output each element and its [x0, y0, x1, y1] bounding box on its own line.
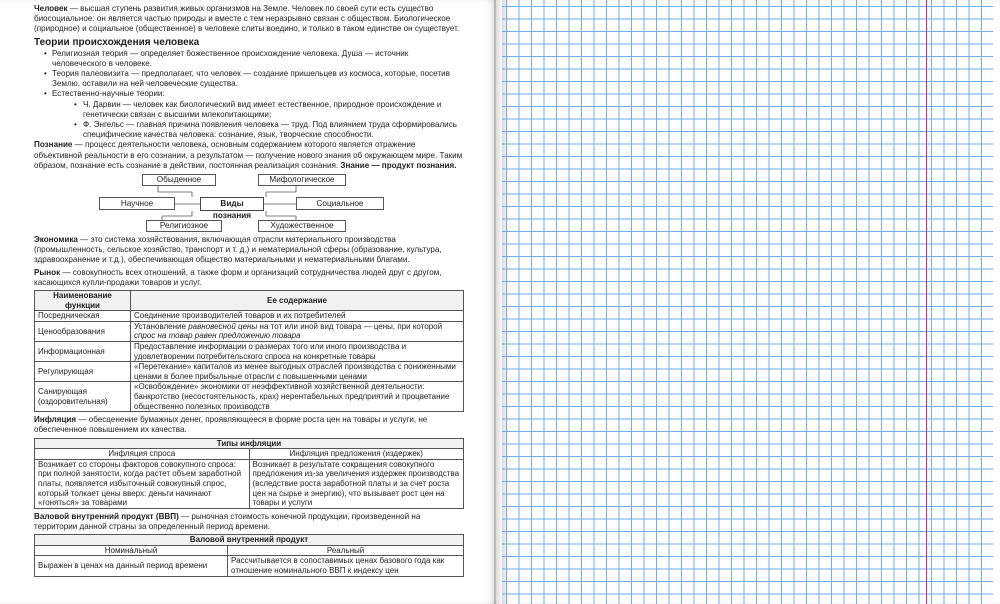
content-em2: спрос на товар равен предложению товара — [134, 331, 301, 341]
theory-darwin: • Ч. Дарвин — человек как биологический вид имеет естественное, природное происхождение и генетически связан с высшими млекопитающими; — [74, 100, 464, 120]
content-post: на тот или иной вид товара — цены, при которой — [257, 321, 443, 331]
vvp-text: — рыночная стоимость конечной продукции, произведенной на территории данной страны за определенный период времени. — [34, 511, 421, 531]
theories-heading: Теории происхождения человека — [34, 36, 200, 48]
diagram-box-socialnoe: Социальное — [296, 197, 384, 210]
function-name: Информационная — [35, 342, 131, 362]
grid-page — [502, 0, 1000, 604]
page-gutter — [494, 0, 502, 604]
inflation-col-demand: Инфляция спроса — [35, 449, 250, 460]
function-content: Соединение производителей товаров и их потребителей — [131, 311, 464, 322]
function-content: «Перетекание» капиталов из менее выгодных отраслей производства с пониженными ценами в более прибыльные отрасли с повышенными ценами — [131, 362, 464, 382]
content-pre: Установление — [134, 321, 189, 331]
function-content: Предоставление информации о размерах того или иного производства и удовлетворении потребительского спроса на конкретные товары — [131, 342, 464, 362]
rynok-term: Рынок — [34, 267, 61, 277]
chelovek-term: Человек — [34, 4, 68, 13]
cognition-types-diagram — [34, 174, 464, 232]
ekonomika-text: — это система хозяйствования, включающая отрасли материального производства (промышленность, сельское хозяйство, транспорт и т. д.) и нематериальной сферы (образование, культура, здравоохранение и т.д.), обеспечивающая общество материальными и нематериальными благами. — [34, 235, 442, 265]
gdp-col-real: Реальный — [228, 545, 464, 556]
reference-page — [0, 0, 496, 604]
function-name: Регулирующая — [35, 362, 131, 382]
header-function-name: Наименование функции — [35, 291, 131, 311]
theory-religious: • Религиозная теория — определяет божественное происхождение человека. Душа — источник человеческого в человеке. — [44, 49, 464, 69]
theory-engels: • Ф. Энгельс — главная причина появления человека — труд. Под влиянием труда сформировались специфические качества человека: сознание, язык, творческие способности. — [74, 120, 464, 140]
graph-paper-grid — [502, 0, 993, 604]
theories-list — [34, 49, 464, 141]
diagram-box-religioznoe: Религиозное — [146, 220, 222, 232]
gdp-nominal-text: Выражен в ценах на данный период времени — [35, 556, 228, 576]
table-row — [35, 311, 464, 322]
poznanie-text: — процесс деятельности человека, основным содержанием которого является отражение объективной реальности в его сознании, а результатом — получение нового знания об окружающем мире. Таким образом, познание есть сознание в действии, постоянная реализация сознания. — [34, 140, 463, 170]
header-content: Ее содержание — [131, 291, 464, 311]
scientific-sublist — [52, 100, 464, 141]
poznanie-bold-end: Знание — продукт познания. — [340, 160, 457, 170]
market-functions-table — [34, 290, 464, 412]
table-row — [35, 382, 464, 412]
reference-content — [34, 4, 464, 580]
chelovek-text: — высшая ступень развития живых организмов на Земле. Человек по своей сути есть существо биосоциальное: он является частью природы и вместе с тем неразрывно связан с обществом. Биологическое (природное) и социальное (общественное) в человеке слиты воедино, и только в таком единстве он существует. — [34, 4, 460, 34]
function-name: Санирующая (оздоровительная) — [35, 382, 131, 412]
content-em: равновесной цены — [188, 321, 258, 331]
inflation-title-row — [35, 438, 464, 449]
table-row — [35, 342, 464, 362]
table-row — [35, 362, 464, 382]
inflyaciya-text: — обесценение бумажных денег, проявляющееся в форме роста цен на товары и услуги, не обеспеченное повышением их качества. — [34, 415, 428, 435]
inflation-subheader-row — [35, 449, 464, 460]
function-name: Посредническая — [35, 311, 131, 322]
vvp-paragraph — [34, 512, 464, 532]
gdp-table-title: Валовой внутренний продукт — [35, 535, 464, 546]
market-table-header — [35, 291, 464, 311]
poznanie-term: Познание — [34, 140, 73, 150]
ekonomika-term: Экономика — [34, 235, 78, 245]
diagram-box-hudozhestvennoe: Художественное — [258, 220, 346, 232]
poznanie-paragraph — [34, 140, 464, 171]
gdp-real-text: Рассчитывается в сопоставимых ценах базового года как отношение номинального ВВП к индексу цен — [228, 556, 464, 576]
margin-line — [926, 0, 927, 604]
table-row — [35, 459, 464, 508]
inflation-types-table — [34, 438, 464, 509]
diagram-box-mifologicheskoe: Мифологическое — [258, 174, 346, 186]
chelovek-paragraph — [34, 4, 464, 35]
theory-scientific-label: Естественно-научные теории: — [52, 89, 165, 99]
rynok-paragraph — [34, 268, 464, 288]
function-content — [131, 321, 464, 341]
inflyaciya-paragraph — [34, 415, 464, 435]
gdp-subheader-row — [35, 545, 464, 556]
diagram-center-vidy-poznaniya: Виды познания — [200, 197, 264, 211]
theory-scientific — [44, 89, 464, 140]
vvp-term: Валовой внутренний продукт (ВВП) — [34, 511, 179, 521]
table-row — [35, 556, 464, 576]
inflation-demand-text: Возникает со стороны факторов совокупного спроса: при полной занятости, когда растет объем заработной платы, появляется избыточный совокупный спрос, который толкает цены вверх: деньги начинают «гоняться» за товарами — [35, 459, 250, 508]
inflation-supply-text: Возникает в результате сокращения совокупного предложения из-за увеличения издержек производства (вследствие роста заработной платы и за счет роста цен на сырье и энергию), что вызывает рост цен на товары и услуги — [249, 459, 464, 508]
function-name: Ценообразования — [35, 321, 131, 341]
diagram-box-nauchnoe: Научное — [99, 197, 175, 210]
function-content: «Освобождение» экономики от неэффективной хозяйственной деятельности: банкротство (несостоятельность, крах) нерентабельных предприятий и процветание общественно полезных производств — [131, 382, 464, 412]
rynok-text: — совокупность всех отношений, а также форм и организаций сотрудничества людей друг с другом, касающихся купли-продажи товаров и услуг. — [34, 267, 442, 287]
ekonomika-paragraph — [34, 235, 464, 266]
theory-paleovisit: • Теория палеовизита — предполагает, что человек — создание пришельцев из космоса, которые, посетив Землю, оставили на ней человеческие существа. — [44, 69, 464, 89]
inflation-table-title: Типы инфляции — [35, 438, 464, 449]
inflation-col-supply: Инфляция предложения (издержек) — [249, 449, 464, 460]
gdp-title-row — [35, 535, 464, 546]
diagram-box-obydennoe: Обыденное — [142, 174, 216, 186]
table-row — [35, 321, 464, 341]
gdp-col-nominal: Номинальный — [35, 545, 228, 556]
gdp-table — [34, 534, 464, 576]
inflyaciya-term: Инфляция — [34, 415, 77, 425]
